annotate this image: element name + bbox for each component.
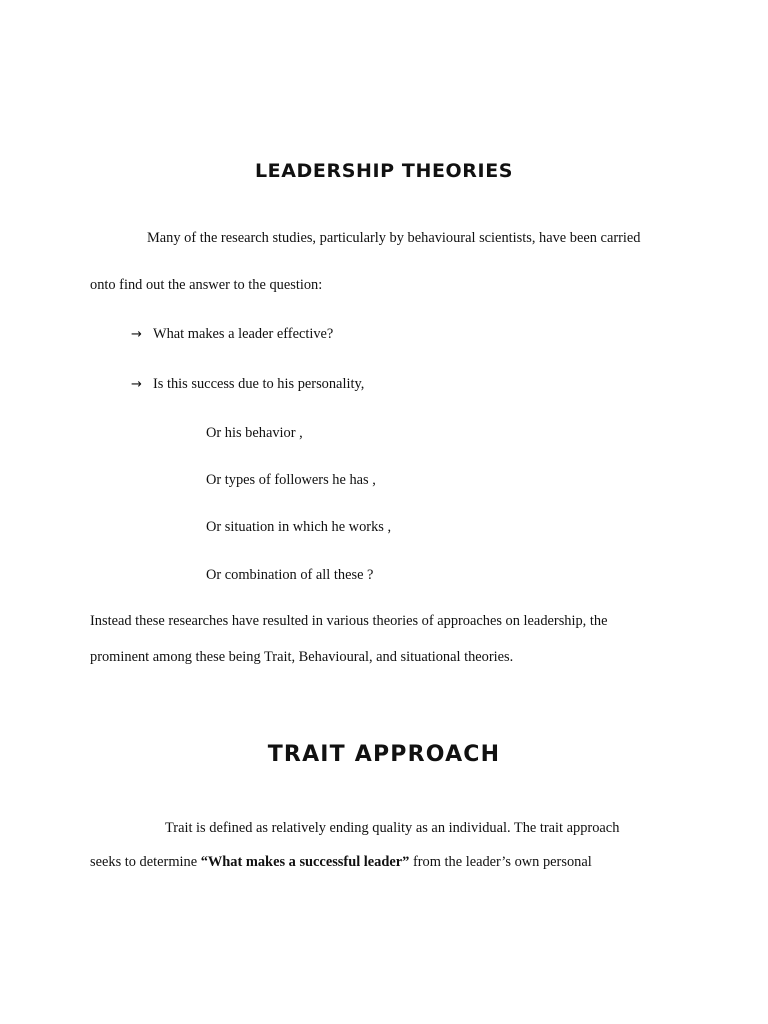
paragraph-summary-line-1: Instead these researches have resulted in various theories of approaches on leadership, the — [90, 613, 608, 629]
bullet-item-1 — [131, 325, 333, 344]
trait-line-prefix: seeks to determine — [90, 854, 201, 870]
trait-line-suffix: from the leader’s own personal — [409, 854, 592, 870]
bullet-item-2 — [131, 375, 364, 394]
option-line-2: Or types of followers he has , — [206, 472, 376, 488]
trait-line-bold-quote: “What makes a successful leader” — [200, 854, 410, 870]
heading-trait-approach: TRAIT APPROACH — [267, 742, 501, 767]
paragraph-intro-line-1: Many of the research studies, particularly by behavioural scientists, have been carried — [147, 230, 641, 246]
option-line-4: Or combination of all these ? — [206, 567, 374, 583]
paragraph-trait-line-2 — [90, 853, 592, 871]
bullet-text: Is this success due to his personality, — [153, 376, 365, 392]
option-line-3: Or situation in which he works , — [206, 519, 392, 535]
bullet-text: What makes a leader effective? — [153, 326, 334, 342]
option-line-1: Or his behavior , — [206, 425, 303, 441]
arrow-right-icon: → — [131, 327, 142, 342]
paragraph-summary-line-2: prominent among these being Trait, Behavioural, and situational theories. — [90, 649, 514, 665]
paragraph-intro-line-2: onto find out the answer to the question: — [90, 277, 323, 293]
heading-leadership-theories: LEADERSHIP THEORIES — [254, 160, 514, 182]
arrow-right-icon: → — [131, 377, 142, 392]
paragraph-trait-line-1: Trait is defined as relatively ending quality as an individual. The trait approach — [165, 820, 620, 836]
